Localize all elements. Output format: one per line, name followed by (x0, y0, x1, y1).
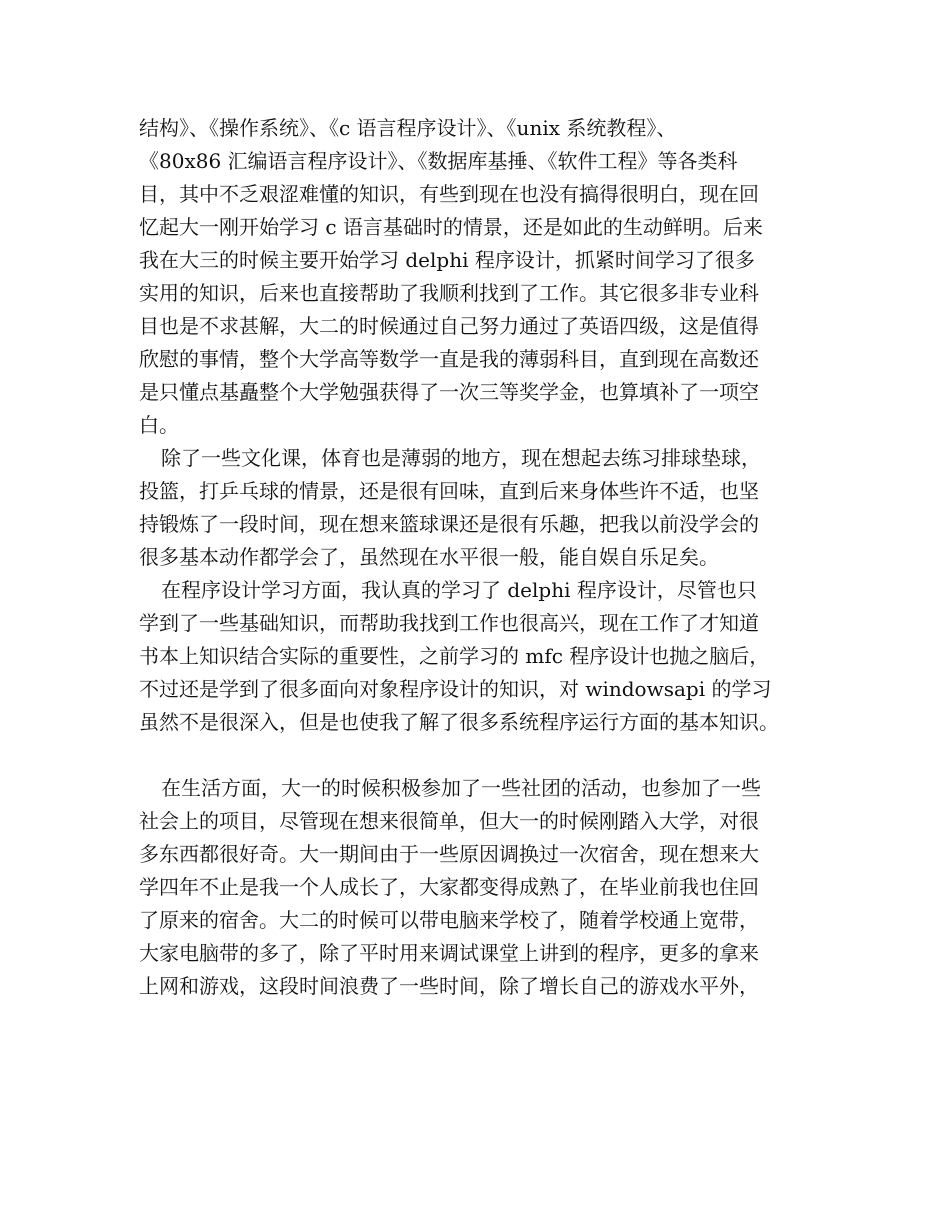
text-line: 不过还是学到了很多面向对象程序设计的知识，对 windowsapi 的学习 (139, 677, 772, 701)
text-line: 《80x86 汇编语言程序设计》、《数据库基捶、《软件工程》等各类科 (139, 149, 738, 173)
text-line: 上网和游戏，这段时间浪费了一些时间，除了增长自己的游戏水平外， (139, 974, 759, 998)
text-line: 书本上知识结合实际的重要性，之前学习的 mfc 程序设计也抛之脑后， (139, 644, 770, 668)
text-line: 多东西都很好奇。大一期间由于一些原因调换过一次宿舍，现在想来大 (139, 842, 759, 866)
document-body (139, 112, 839, 1003)
text-line: 社会上的项目，尽管现在想来很简单，但大一的时候刚踏入大学，对很 (139, 809, 759, 833)
paragraph-spacer (139, 739, 839, 772)
text-line: 是只懂点基矗整个大学勉强获得了一次三等奖学金，也算填补了一项空 (139, 380, 759, 404)
text-line: 目，其中不乏艰涩难懂的知识，有些到现在也没有搞得很明白，现在回 (139, 182, 759, 206)
text-line: 投篮，打乒乓球的情景，还是很有回味，直到后来身体些许不适，也坚 (139, 479, 759, 503)
paragraph-first-line: 除了一些文化课，体育也是薄弱的地方，现在想起去练习排球垫球， (161, 446, 761, 470)
text-line: 实用的知识，后来也直接帮助了我顺利找到了工作。其它很多非专业科 (139, 281, 759, 305)
text-line: 虽然不是很深入，但是也使我了解了很多系统程序运行方面的基本知识。 (139, 710, 779, 734)
text-line: 忆起大一刚开始学习 c 语言基础时的情景，还是如此的生动鲜明。后来 (139, 215, 763, 239)
text-line: 学到了一些基础知识，而帮助我找到工作也很高兴，现在工作了才知道 (139, 611, 759, 635)
text-line: 大家电脑带的多了，除了平时用来调试课堂上讲到的程序，更多的拿来 (139, 941, 759, 965)
text-line: 欣慰的事情，整个大学高等数学一直是我的薄弱科目，直到现在高数还 (139, 347, 759, 371)
text-line: 目也是不求甚解，大二的时候通过自己努力通过了英语四级，这是值得 (139, 314, 759, 338)
text-line: 很多基本动作都学会了，虽然现在水平很一般，能自娱自乐足矣。 (139, 545, 719, 569)
paragraph-first-line: 在程序设计学习方面，我认真的学习了 delphi 程序设计，尽管也只 (161, 578, 757, 602)
paragraph-first-line: 在生活方面，大一的时候积极参加了一些社团的活动，也参加了一些 (161, 776, 761, 800)
text-line: 白。 (139, 413, 179, 437)
text-line: 持锻炼了一段时间，现在想来篮球课还是很有乐趣，把我以前没学会的 (139, 512, 759, 536)
text-line: 结构》、《操作系统》、《c 语言程序设计》、《unix 系统教程》、 (139, 116, 677, 140)
text-line: 我在大三的时候主要开始学习 delphi 程序设计，抓紧时间学习了很多 (139, 248, 755, 272)
text-line: 了原来的宿舍。大二的时候可以带电脑来学校了，随着学校通上宽带， (139, 908, 759, 932)
text-line: 学四年不止是我一个人成长了，大家都变得成熟了，在毕业前我也住回 (139, 875, 759, 899)
